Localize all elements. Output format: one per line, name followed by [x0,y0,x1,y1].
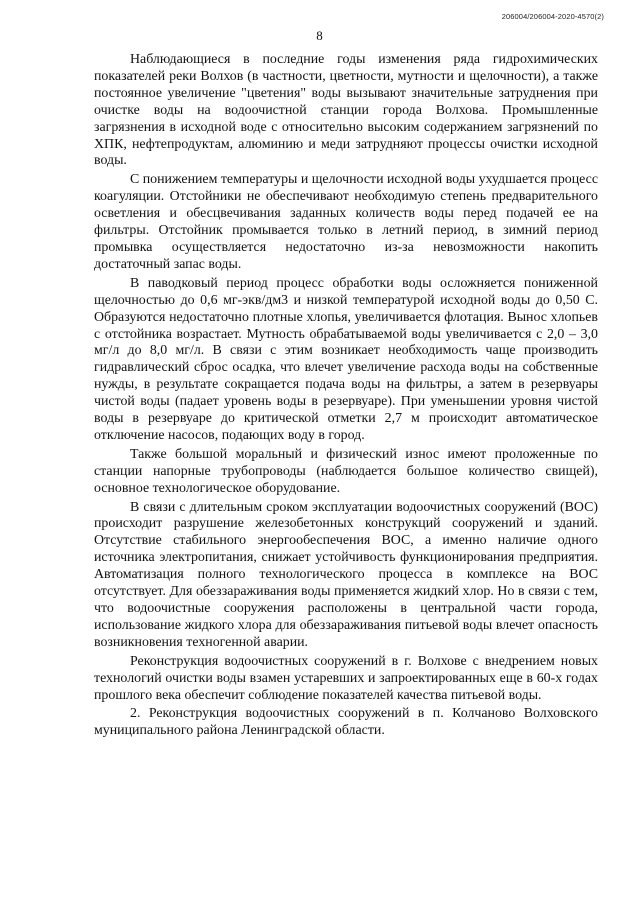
paragraph-structures-deterioration: В связи с длительным сроком эксплуатации водоочистных сооружений (ВОС) происходит разрушение железобетонных конструкций сооружений и зданий. Отсутствие стабильного энергообеспечения ВОС, а именно наличие одного источника электропитания, снижает устойчивость функционирования предприятия. Автоматизация полного технологического процесса в комплексе на ВОС отсутствует. Для обеззараживания воды применяется жидкий хлор. Но в связи с тем, что водоочистные сооружения расположены в центральной части города, использование жидкого хлора для обеззараживания питьевой воды влечет опасность возникновения техногенной аварии. [94,499,598,650]
page-number: 8 [316,28,323,43]
paragraph-coagulation: С понижением температуры и щелочности исходной воды ухудшается процесс коагуляции. Отстойники не обеспечивают необходимую степень предварительного осветления и обесцвечивания заданных количеств воды перед подачей ее на фильтры. Отстойник промывается только в летний период, в зимний период промывка осуществляется недостаточно из-за невозможности накопить достаточный запас воды. [94,172,598,272]
document-id: 206004/206004-2020-4570(2) [501,12,604,21]
paragraph-equipment-wear: Также большой моральный и физический износ имеют проложенные по станции напорные трубопроводы (наблюдается большое количество свищей), основное технологическое оборудование. [94,446,598,496]
paragraph-reconstruction-volkhov: Реконструкция водоочистных сооружений в г. Волхове с внедрением новых технологий очистки воды взамен устаревших и запроектированных еще в 60-х годах прошлого века обеспечит соблюдение показателей качества питьевой воды. [94,653,598,703]
paragraph-flood-period: В паводковый период процесс обработки воды осложняется пониженной щелочностью до 0,6 мг-экв/дм3 и низкой температурой исходной воды до 0,50 С. Образуются недостаточно плотные хлопья, увеличивается флотация. Вынос хлопьев с отстойника возрастает. Мутность обрабатываемой воды увеличивается с 2,0 – 3,0 мг/л до 8,0 мг/л. В связи с этим возникает необходимость чаще производить гидравлический сброс осадка, что влечет увеличение расхода воды на собственные нужды, в результате сокращается подача воды на фильтры, а затем в резервуары чистой воды (падает уровень воды в резервуаре). При уменьшении уровня чистой воды в резервуаре до критической отметки 2,7 м происходит автоматическое отключение насосов, подающих воду в город. [94,275,598,443]
paragraph-reconstruction-kolchanovo: 2. Реконструкция водоочистных сооружений в п. Колчаново Волховского муниципального района Ленинградской области. [94,706,598,739]
paragraph-water-quality-changes: Наблюдающиеся в последние годы изменения ряда гидрохимических показателей реки Волхов (в частности, цветности, мутности и щелочности), а также постоянное увеличение "цветения" воды вызывают значительные затруднения при очистке воды на водоочистной станции города Волхова. Промышленные загрязнения в исходной воде с относительно высоким содержанием загрязнений по ХПК, нефтепродуктам, алюминию и меди затрудняют процессы очистки исходной воды. [94,52,598,169]
document-body [94,52,598,742]
